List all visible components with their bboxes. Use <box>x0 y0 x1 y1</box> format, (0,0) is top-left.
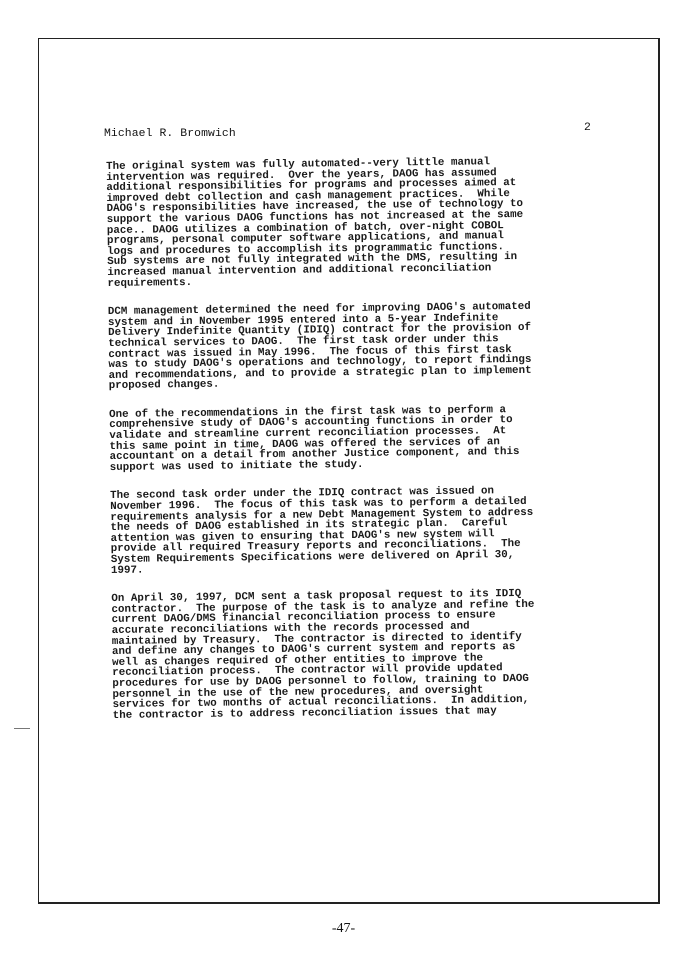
paragraph-dcm-management: DCM management determined the need for improving DAOG's automated system and in November 1995 entered into a 5-year Indefinite Delivery Indefinite Quantity (IDIQ) contract for the provision of technical services to DAOG. The first task order under this contract was issued in May 1996. The focus of this first task was to study DAOG's operations and technology, to report findings and recommendations, and to provide a strategic plan to implement proposed changes. <box>107 300 532 393</box>
paragraph-recommendations: One of the recommendations in the first task was to perform a comprehensive study of DAOG's accounting functions in order to validate and streamline current reconciliation processes. At this same point in time, DAOG was offered the services of an accountant on a detail from another Justice component, and this support was used to initiate the study. <box>109 404 520 474</box>
folio-page-number: -47- <box>331 921 356 936</box>
addressee-name: Michael R. Bromwich <box>104 128 236 140</box>
paragraph-original-system: The original system was fully automated--very little manual intervention was required. Over the years, DAOG has assumed additional responsibilities for programs and processes aimed at improved debt collection and cash management practices. While DAOG's responsibilities have increased, the use of technology to support the various DAOG functions has not increased at the same pace.. DAOG utilizes a combination of batch, over-night COBOL programs, personal computer software applications, and manual logs and procedures to accomplish its programmatic functions. Sub systems are not fully integrated with the DMS, resulting in increased manual intervention and additional reconciliation requirements. <box>105 156 524 290</box>
paragraph-task-proposal: On April 30, 1997, DCM sent a task proposal request to its IDIQ contractor. The purpose of the task is to analyze and refine the current DAOG/DMS financial reconciliation process to ensure accurate reconciliations with the records processed and maintained by Treasury. The contractor is directed to identify and define any changes to DAOG's current system and reports as well as changes required of other entities to improve the reconciliation process. The contractor will provide updated procedures for use by DAOG personnel to follow, training to DAOG personnel in the use of the new procedures, and oversight services for two months of actual reconciliations. In addition, the contractor is to address reconciliation issues that may <box>111 588 535 722</box>
letter-body <box>106 156 613 739</box>
page-number: 2 <box>584 122 591 134</box>
paragraph-second-task: The second task order under the IDIQ contract was issued on November 1996. The focus of this task was to perform a detailed requirements analysis for a new Debt Management System to address the needs of DAOG established in its strategic plan. Careful attention was given to ensuring that DAOG's new system will provide all required Treasury reports and reconciliations. The System Requirements Specifications were delivered on April 30, 1997. <box>110 485 534 577</box>
margin-mark <box>14 728 30 729</box>
